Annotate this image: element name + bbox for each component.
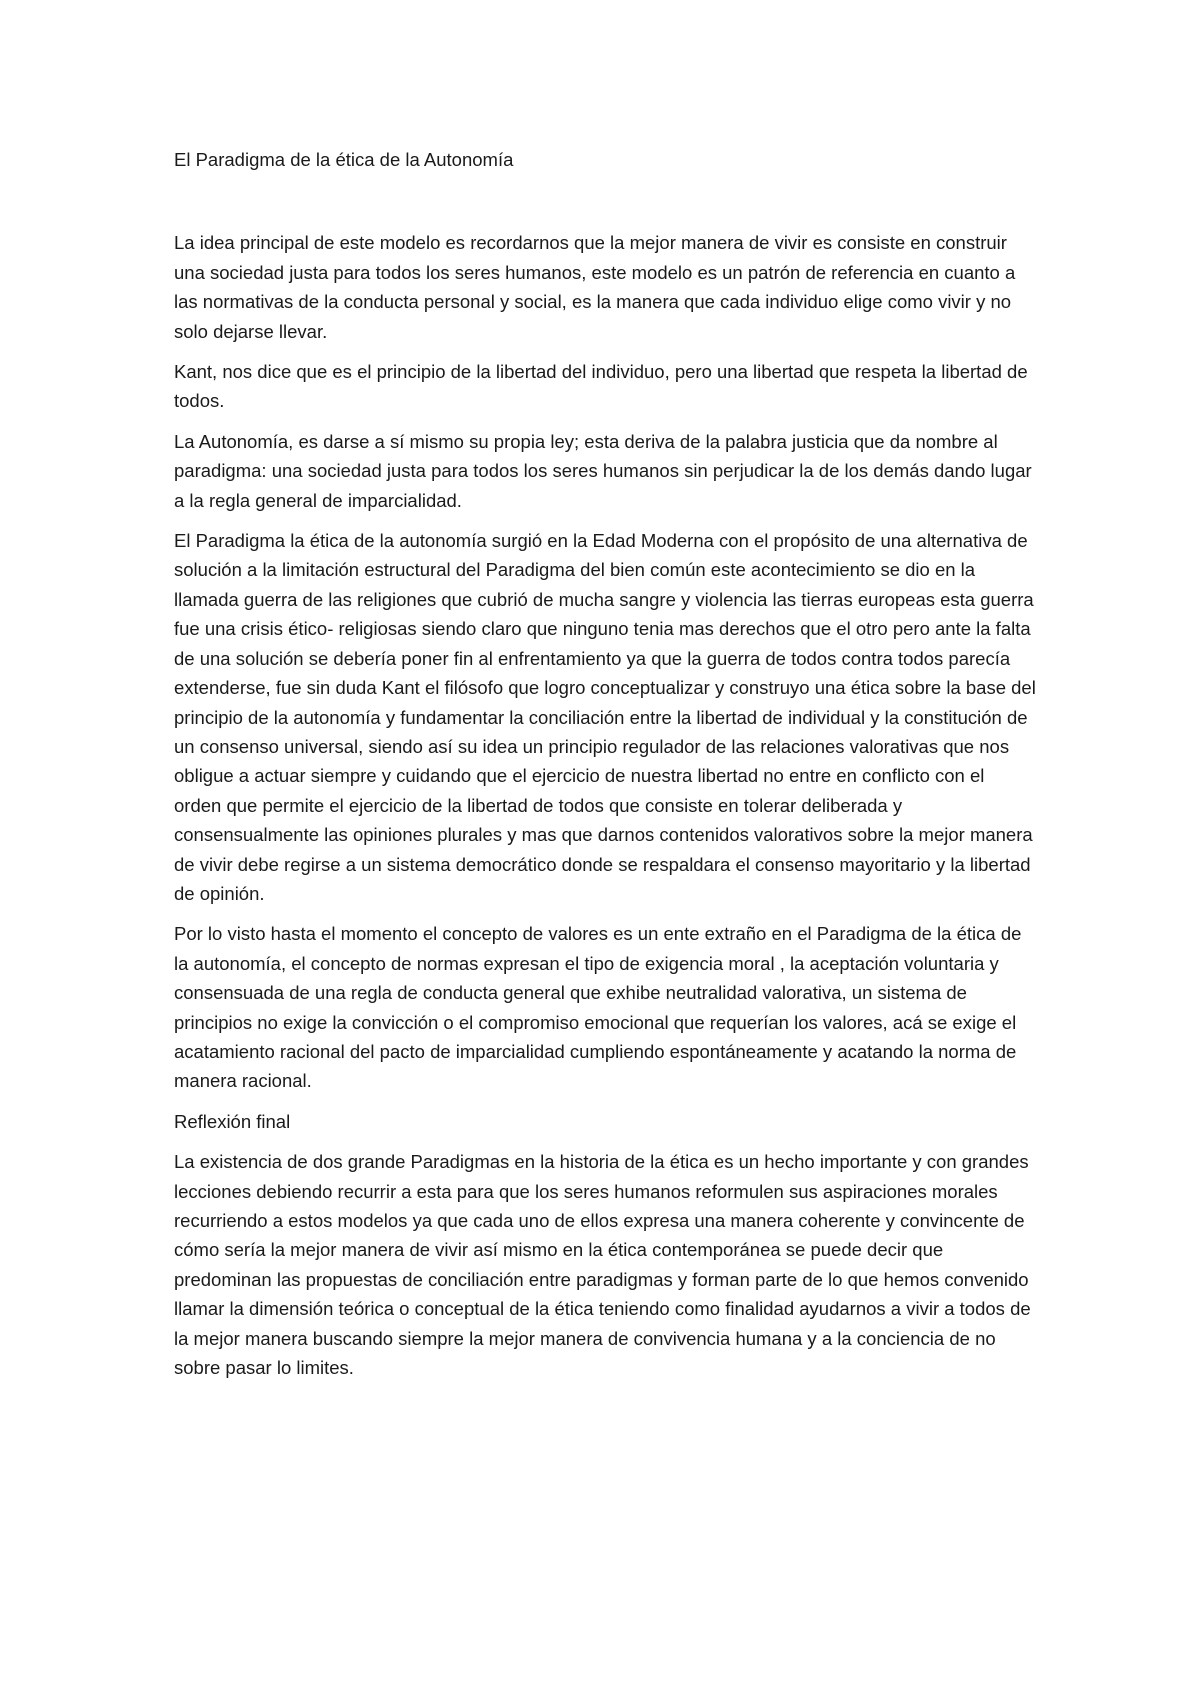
document-body bbox=[174, 145, 1036, 1393]
paragraph-intro: La idea principal de este modelo es recordarnos que la mejor manera de vivir es consiste en construir una sociedad justa para todos los seres humanos, este modelo es un patrón de referencia en cuanto a las normativas de la conducta personal y social, es la manera que cada individuo elige como vivir y no solo dejarse llevar. bbox=[174, 232, 1016, 342]
paragraph-values: Por lo visto hasta el momento el concepto de valores es un ente extraño en el Paradigma de la ética de la autonomía, el concepto de normas expresan el tipo de exigencia moral , la aceptación voluntaria y consensuada de una regla de conducta general que exhibe neutralidad valorativa, un sistema de principios no exige la convicción o el compromiso emocional que requerían los valores, acá se exige el acatamiento racional del pacto de imparcialidad cumpliendo espontáneamente y acatando la norma de manera racional. bbox=[174, 923, 1022, 1092]
paragraph-kant: Kant, nos dice que es el principio de la libertad del individuo, pero una libertad que respeta la libertad de todos. bbox=[174, 361, 1028, 412]
paragraph-history: El Paradigma la ética de la autonomía surgió en la Edad Moderna con el propósito de una alternativa de solución a la limitación estructural del Paradigma del bien común este acontecimiento se dio en la llamada guerra de las religiones que cubrió de mucha sangre y violencia las tierras europeas esta guerra fue una crisis ético- religiosas siendo claro que ninguno tenia mas derechos que el otro pero ante la falta de una solución se debería poner fin al enfrentamiento ya que la guerra de todos contra todos parecía extenderse, fue sin duda Kant el filósofo que logro conceptualizar y construyo una ética sobre la base del principio de la autonomía y fundamentar la conciliación entre la libertad de individual y la constitución de un consenso universal, siendo así su idea un principio regulador de las relaciones valorativas que nos obligue a actuar siempre y cuidando que el ejercicio de nuestra libertad no entre en conflicto con el orden que permite el ejercicio de la libertad de todos que consiste en tolerar deliberada y consensualmente las opiniones plurales y mas que darnos contenidos valorativos sobre la mejor manera de vivir debe regirse a un sistema democrático donde se respaldara el consenso mayoritario y la libertad de opinión. bbox=[174, 530, 1036, 904]
paragraph-final: La existencia de dos grande Paradigmas en la historia de la ética es un hecho importante y con grandes lecciones debiendo recurrir a esta para que los seres humanos reformulen sus aspiraciones morales recurriendo a estos modelos ya que cada uno de ellos expresa una manera coherente y convincente de cómo sería la mejor manera de vivir así mismo en la ética contemporánea se puede decir que predominan las propuestas de conciliación entre paradigmas y forman parte de lo que hemos convenido llamar la dimensión teórica o conceptual de la ética teniendo como finalidad ayudarnos a vivir a todos de la mejor manera buscando siempre la mejor manera de convivencia humana y a la conciencia de no sobre pasar lo limites. bbox=[174, 1151, 1031, 1379]
paragraph-autonomia: La Autonomía, es darse a sí mismo su propia ley; esta deriva de la palabra justicia que da nombre al paradigma: una sociedad justa para todos los seres humanos sin perjudicar la de los demás dando lugar a la regla general de imparcialidad. bbox=[174, 430, 1032, 511]
section-heading-reflexion: Reflexión final bbox=[174, 1110, 291, 1132]
document-title: El Paradigma de la ética de la Autonomía bbox=[174, 149, 514, 170]
